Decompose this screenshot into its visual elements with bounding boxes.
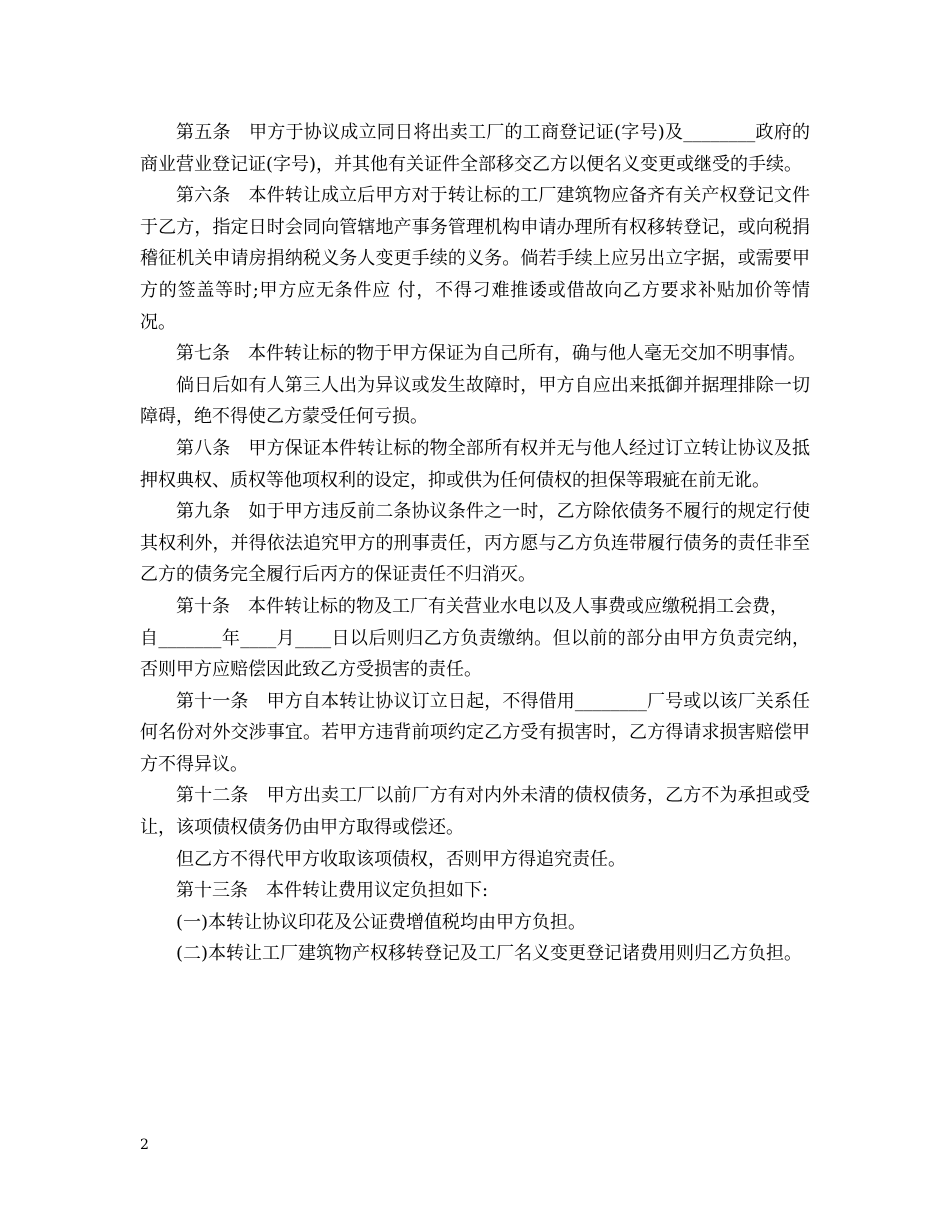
article-10: 第十条 本件转让标的物及工厂有关营业水电以及人事费或应缴税捐工会费， bbox=[176, 595, 788, 617]
article-8: 第八条 甲方保证本件转让标的物全部所有权并无与他人经过订立转让协议及抵押权典权、质权等他项权利的设定，抑或供为任何债权的担保等瑕疵在前无讹。 bbox=[140, 437, 810, 491]
article-7: 第七条 本件转让标的物于甲方保证为自己所有，确与他人毫无交加不明事情。 bbox=[176, 343, 806, 365]
page-number: 2 bbox=[140, 1137, 149, 1153]
article-11: 第十一条 甲方自本转让协议订立日起，不得借用________厂号或以该厂关系任何名份对外交涉事宜。若甲方违背前项约定乙方受有损害时，乙方得请求损害赔偿甲方不得异议。 bbox=[140, 690, 810, 775]
article-13-item-1: (一)本转让协议印花及公证费增值税均由甲方负担。 bbox=[176, 911, 587, 933]
document-body bbox=[140, 117, 810, 970]
article-13: 第十三条 本件转让费用议定负担如下: bbox=[176, 880, 489, 902]
article-12: 第十二条 甲方出卖工厂以前厂方有对内外未清的债权债务，乙方不为承担或受让，该项债权债务仍由甲方取得或偿还。 bbox=[140, 785, 810, 839]
article-9: 第九条 如于甲方违反前二条协议条件之一时，乙方除依债务不履行的规定行使其权利外，并得依法追究甲方的刑事责任，丙方愿与乙方负连带履行债务的责任非至乙方的债务完全履行后丙方的保证责任不归消灭。 bbox=[140, 501, 810, 586]
article-5: 第五条 甲方于协议成立同日将出卖工厂的工商登记证(字号)及________政府的商业营业登记证(字号)，并其他有关证件全部移交乙方以便名义变更或继受的手续。 bbox=[140, 122, 810, 175]
article-13-item-2: (二)本转让工厂建筑物产权移转登记及工厂名义变更登记诸费用则归乙方负担。 bbox=[176, 943, 803, 965]
article-12-continued: 但乙方不得代甲方收取该项债权，否则甲方得追究责任。 bbox=[176, 848, 626, 870]
article-10-continued: 自_______年____月____日以后则归乙方负责缴纳。但以前的部分由甲方负责完纳，否则甲方应赔偿因此致乙方受损害的责任。 bbox=[140, 627, 810, 681]
article-6: 第六条 本件转让成立后甲方对于转让标的工厂建筑物应备齐有关产权登记文件于乙方，指定日时会同向管辖地产事务管理机构申请办理所有权移转登记，或向税捐稽征机关申请房捐纳税义务人变更手续的义务。倘若手续上应另出立字据，或需要甲方的签盖等时;甲方应无条件应 付，不得刁难推诿或借故向乙方要求补贴加价等情况。 bbox=[140, 185, 810, 333]
article-7-continued: 倘日后如有人第三人出为异议或发生故障时，甲方自应出来抵御并据理排除一切障碍，绝不得使乙方蒙受任何亏损。 bbox=[140, 374, 810, 428]
